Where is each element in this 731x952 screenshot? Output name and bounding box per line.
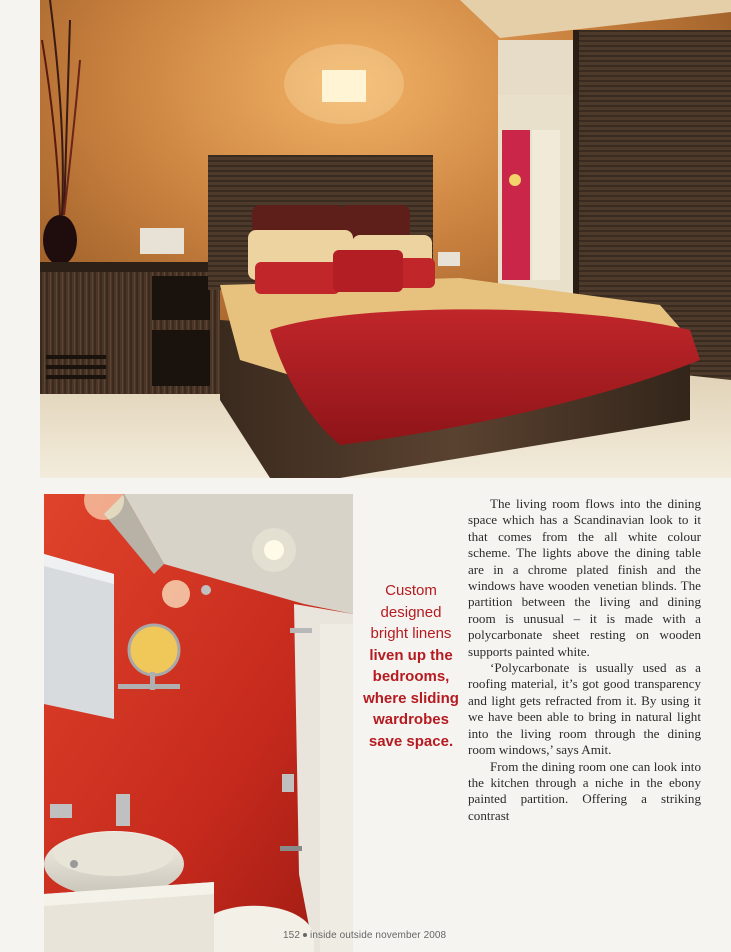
page-footer bbox=[283, 930, 446, 941]
article-body bbox=[468, 496, 701, 824]
caption-plain-text: Custom designed bright linens bbox=[370, 582, 452, 642]
caption-bold-text: liven up the bedrooms, where sliding wardrobes save space. bbox=[363, 646, 459, 750]
bedroom-illustration bbox=[40, 0, 731, 478]
bullet-icon bbox=[303, 933, 307, 937]
bedroom-photo bbox=[40, 0, 731, 478]
article-paragraph: From the dining room one can look into the kitchen through a niche in the ebony painted partition. Offering a striking contrast bbox=[468, 758, 701, 823]
article-paragraph: ‘Polycarbonate is usually used as a roofing material, it’s got good transparency and light gets refracted from it. By using it we have been able to bring in natural light into the living room through the dining room windows,’ says Amit. bbox=[468, 660, 701, 758]
bathroom-illustration bbox=[44, 494, 353, 952]
article-paragraph: The living room flows into the dining space which has a Scandinavian look to it that comes from the all white colour scheme. The lights above the dining table are in a chrome plated finish and the windows have wooden venetian blinds. The partition between the living and dining room is unusual – it is made with a polycarbonate sheet resting on wooden supports painted white. bbox=[468, 496, 701, 659]
pull-quote-caption bbox=[360, 580, 462, 752]
page-number: 152 bbox=[283, 930, 300, 941]
publication-name: inside outside november 2008 bbox=[310, 930, 447, 941]
bathroom-photo bbox=[44, 494, 353, 952]
